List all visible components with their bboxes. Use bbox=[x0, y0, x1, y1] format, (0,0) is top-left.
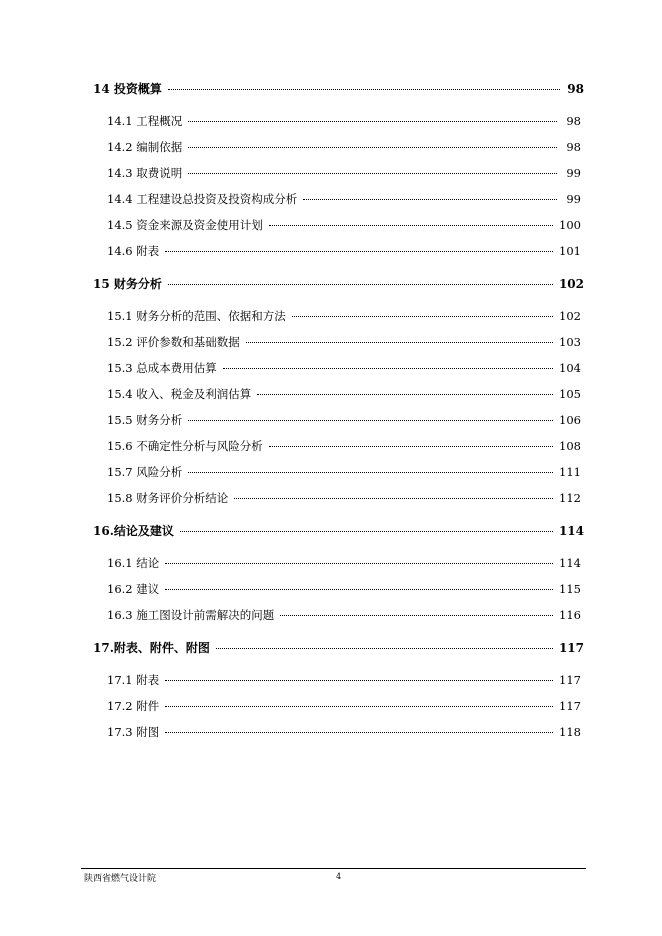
toc-page: 98 bbox=[566, 114, 581, 128]
toc-section[interactable] bbox=[107, 386, 581, 402]
toc-label: 16.2 建议 bbox=[107, 582, 160, 596]
toc-label: 16.1 结论 bbox=[107, 556, 160, 570]
toc-section[interactable] bbox=[107, 490, 581, 506]
toc-label: 14 投资概算 bbox=[93, 82, 162, 96]
toc-section[interactable] bbox=[107, 724, 581, 740]
toc-label: 15.6 不确定性分析与风险分析 bbox=[107, 439, 263, 453]
dot-leader bbox=[168, 88, 560, 90]
dot-leader bbox=[165, 679, 553, 681]
toc-section[interactable] bbox=[107, 672, 581, 688]
dot-leader bbox=[188, 172, 557, 174]
dot-leader bbox=[269, 224, 553, 226]
dot-leader bbox=[234, 497, 553, 499]
toc-label: 15.4 收入、税金及利润估算 bbox=[107, 387, 252, 401]
dot-leader bbox=[257, 393, 553, 395]
toc-label: 17.附表、附件、附图 bbox=[93, 641, 210, 655]
toc-page: 114 bbox=[559, 556, 581, 570]
dot-leader bbox=[188, 146, 557, 148]
toc-page: 103 bbox=[559, 335, 581, 349]
toc-page: 115 bbox=[559, 582, 581, 596]
toc-page: 106 bbox=[559, 413, 581, 427]
toc-section[interactable] bbox=[107, 217, 581, 233]
toc-page: 105 bbox=[559, 387, 581, 401]
toc-page: 104 bbox=[559, 361, 581, 375]
toc-section[interactable] bbox=[107, 243, 581, 259]
toc-section[interactable] bbox=[107, 139, 581, 155]
toc-label: 14.6 附表 bbox=[107, 244, 160, 258]
dot-leader bbox=[165, 562, 553, 564]
footer-organization: 陕西省燃气设计院 bbox=[84, 874, 157, 884]
footer-divider bbox=[81, 868, 586, 869]
dot-leader bbox=[216, 647, 553, 649]
toc-page: 99 bbox=[566, 192, 581, 206]
dot-leader bbox=[292, 315, 553, 317]
dot-leader bbox=[165, 731, 553, 733]
dot-leader bbox=[165, 250, 553, 252]
footer-page-number: 4 bbox=[336, 872, 342, 881]
toc-page: 98 bbox=[566, 140, 581, 154]
dot-leader bbox=[269, 445, 553, 447]
toc-page: 114 bbox=[558, 524, 584, 538]
toc-page: 101 bbox=[559, 244, 581, 258]
toc-label: 16.结论及建议 bbox=[93, 524, 174, 538]
toc-page: 98 bbox=[567, 82, 584, 96]
toc-section[interactable] bbox=[107, 581, 581, 597]
toc-page: 117 bbox=[558, 641, 584, 655]
toc-page: 116 bbox=[559, 608, 581, 622]
toc-section[interactable] bbox=[107, 334, 581, 350]
dot-leader bbox=[165, 588, 553, 590]
dot-leader bbox=[188, 471, 553, 473]
toc-chapter[interactable] bbox=[93, 80, 584, 97]
toc-page: 117 bbox=[559, 699, 581, 713]
toc-page: 117 bbox=[559, 673, 581, 687]
toc-section[interactable] bbox=[107, 438, 581, 454]
toc-section[interactable] bbox=[107, 113, 581, 129]
toc-label: 15.3 总成本费用估算 bbox=[107, 361, 217, 375]
toc-label: 14.4 工程建设总投资及投资构成分析 bbox=[107, 192, 298, 206]
dot-leader bbox=[188, 419, 553, 421]
toc-section[interactable] bbox=[107, 607, 581, 623]
toc-section[interactable] bbox=[107, 165, 581, 181]
toc-label: 17.3 附图 bbox=[107, 725, 160, 739]
dot-leader bbox=[180, 530, 553, 532]
dot-leader bbox=[303, 198, 557, 200]
toc-page: 102 bbox=[559, 309, 581, 323]
toc-page: 118 bbox=[559, 725, 581, 739]
toc-section[interactable] bbox=[107, 191, 581, 207]
dot-leader bbox=[188, 120, 557, 122]
toc-section[interactable] bbox=[107, 698, 581, 714]
toc-page: 108 bbox=[559, 439, 581, 453]
toc-label: 14.3 取费说明 bbox=[107, 166, 183, 180]
toc-chapter[interactable] bbox=[93, 522, 584, 539]
dot-leader bbox=[165, 705, 553, 707]
toc-section[interactable] bbox=[107, 360, 581, 376]
dot-leader bbox=[168, 283, 553, 285]
toc-label: 15.8 财务评价分析结论 bbox=[107, 491, 229, 505]
toc-label: 15 财务分析 bbox=[93, 277, 162, 291]
toc-page: 100 bbox=[559, 218, 581, 232]
dot-leader bbox=[223, 367, 553, 369]
toc-label: 17.2 附件 bbox=[107, 699, 160, 713]
toc-label: 15.1 财务分析的范围、依据和方法 bbox=[107, 309, 286, 323]
toc-page: 112 bbox=[559, 491, 581, 505]
toc-page: 99 bbox=[566, 166, 581, 180]
toc-page: 102 bbox=[558, 277, 584, 291]
toc-section[interactable] bbox=[107, 464, 581, 480]
toc-section[interactable] bbox=[107, 555, 581, 571]
toc-label: 15.5 财务分析 bbox=[107, 413, 183, 427]
toc-page: 111 bbox=[559, 465, 581, 479]
toc-chapter[interactable] bbox=[93, 639, 584, 656]
dot-leader bbox=[280, 614, 553, 616]
toc-label: 15.2 评价参数和基础数据 bbox=[107, 335, 240, 349]
toc-section[interactable] bbox=[107, 412, 581, 428]
toc-label: 14.1 工程概况 bbox=[107, 114, 183, 128]
toc-label: 15.7 风险分析 bbox=[107, 465, 183, 479]
dot-leader bbox=[246, 341, 553, 343]
toc-label: 17.1 附表 bbox=[107, 673, 160, 687]
toc-chapter[interactable] bbox=[93, 275, 584, 292]
toc-section[interactable] bbox=[107, 308, 581, 324]
toc-label: 14.5 资金来源及资金使用计划 bbox=[107, 218, 263, 232]
toc-label: 14.2 编制依据 bbox=[107, 140, 183, 154]
toc-label: 16.3 施工图设计前需解决的问题 bbox=[107, 608, 275, 622]
